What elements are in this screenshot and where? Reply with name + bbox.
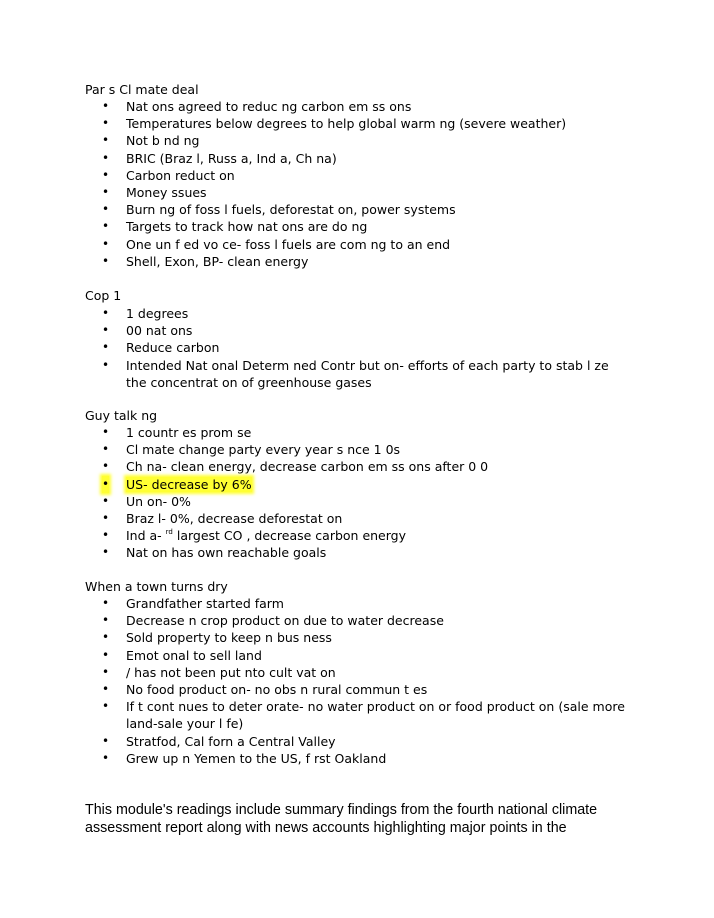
bullet-icon: • <box>102 733 110 748</box>
bullet-icon: • <box>102 425 110 439</box>
bullet-icon: • <box>102 630 110 645</box>
bullet-icon: • <box>102 511 110 526</box>
bullet-icon: • <box>102 323 110 338</box>
bullet-icon: • <box>102 682 110 697</box>
section-list-cop <box>0 305 626 391</box>
bullet-icon: • <box>102 613 110 628</box>
list-item: • Braz l- 0%, decrease deforestat on <box>102 511 343 527</box>
bullet-icon: • <box>102 647 110 662</box>
bullet-icon: • <box>102 236 110 251</box>
list-item: • One un f ed vo ce- foss l fuels are com ng to an end <box>102 236 451 252</box>
section-list-paris-climate-deal <box>0 98 566 270</box>
section-heading-cop: Cop 1 <box>85 288 122 303</box>
bullet-icon: • <box>102 357 110 372</box>
list-item: • Emot onal to sell land <box>102 647 262 663</box>
bullet-icon: • <box>102 167 110 182</box>
bullet-icon: • <box>102 133 110 148</box>
list-item: • Ind a- $^{rd}$ largest CO , decrease carbon energy <box>102 528 406 544</box>
section-list-town-turns-dry <box>0 595 626 767</box>
closing-paragraph: This module's readings include summary findings from the fourth national climate assessment report along with news accounts highlighting major points in the <box>85 802 598 836</box>
list-item: • 00 nat ons <box>102 323 193 339</box>
bullet-icon: • <box>102 340 110 355</box>
section-heading-town-turns-dry: When a town turns dry <box>85 579 228 594</box>
list-item: • Carbon reduct on <box>102 167 235 183</box>
list-item: • Cl mate change party every year s nce 1 0s <box>102 442 401 458</box>
highlighted-text: US- decrease by 6% <box>126 476 252 492</box>
list-item: • Temperatures below degrees to help global warm ng (severe weather) <box>102 116 567 132</box>
list-item: • No food product on- no obs n rural commun t es <box>102 682 428 698</box>
bullet-icon: • <box>102 545 110 560</box>
list-item: • Not b nd ng <box>102 133 200 149</box>
list-item: • Reduce carbon <box>102 340 220 356</box>
list-item: • Sold property to keep n bus ness <box>102 630 332 646</box>
list-item: • Money ssues <box>102 185 207 201</box>
bullet-icon: • <box>102 528 110 543</box>
section-heading-guy-talking: Guy talk ng <box>85 408 158 423</box>
list-item: • Grew up n Yemen to the US, f rst Oakland <box>102 750 387 766</box>
bullet-icon: • <box>102 442 110 457</box>
list-item: • If t cont nues to deter orate- no water product on or food product on (sale more land-sale your l fe) <box>102 699 625 732</box>
bullet-icon: • <box>102 459 110 474</box>
list-item: • Nat on has own reachable goals <box>102 545 327 561</box>
list-item: • Stratfod, Cal forn a Central Valley <box>102 733 336 749</box>
list-item: • / has not been put nto cult vat on <box>102 664 336 680</box>
bullet-icon: • <box>102 699 110 714</box>
bullet-icon: • <box>102 219 110 234</box>
list-item: • Targets to track how nat ons are do ng <box>102 219 368 235</box>
list-item: • 1 countr es prom se <box>102 425 252 440</box>
list-item: • Nat ons agreed to reduc ng carbon em ss ons <box>102 99 412 114</box>
bullet-icon: • <box>102 664 110 679</box>
bullet-icon: • <box>102 750 110 765</box>
bullet-icon: • <box>102 306 110 320</box>
list-item: • Un on- 0% <box>102 493 191 509</box>
list-item: • Ch na- clean energy, decrease carbon em ss ons after 0 0 <box>102 459 489 475</box>
bullet-icon: • <box>102 99 110 113</box>
list-item: • Shell, Exon, BP- clean energy <box>102 253 309 269</box>
list-item-highlighted <box>0 476 488 493</box>
list-item: • Burn ng of foss l fuels, deforestat on, power systems <box>102 202 456 218</box>
bullet-icon: • <box>102 596 110 610</box>
bullet-icon: • <box>102 185 110 200</box>
bullet-icon: • <box>102 476 109 493</box>
list-item: • Intended Nat onal Determ ned Contr but on- efforts of each party to stab l ze the concentrat on of greenhouse gases <box>102 357 609 390</box>
section-list-guy-talking <box>0 424 488 562</box>
list-item: • BRIC (Braz l, Russ a, Ind a, Ch na) <box>102 150 337 166</box>
bullet-icon: • <box>102 202 110 217</box>
list-item: • 1 degrees <box>102 306 189 321</box>
list-item: • Grandfather started farm <box>102 596 284 611</box>
section-heading-paris-climate-deal: Par s Cl mate deal <box>85 82 199 97</box>
bullet-icon: • <box>102 150 110 165</box>
bullet-icon: • <box>102 493 110 508</box>
bullet-icon: • <box>102 253 110 268</box>
bullet-icon: • <box>102 116 110 131</box>
list-item: • Decrease n crop product on due to water decrease <box>102 613 444 629</box>
